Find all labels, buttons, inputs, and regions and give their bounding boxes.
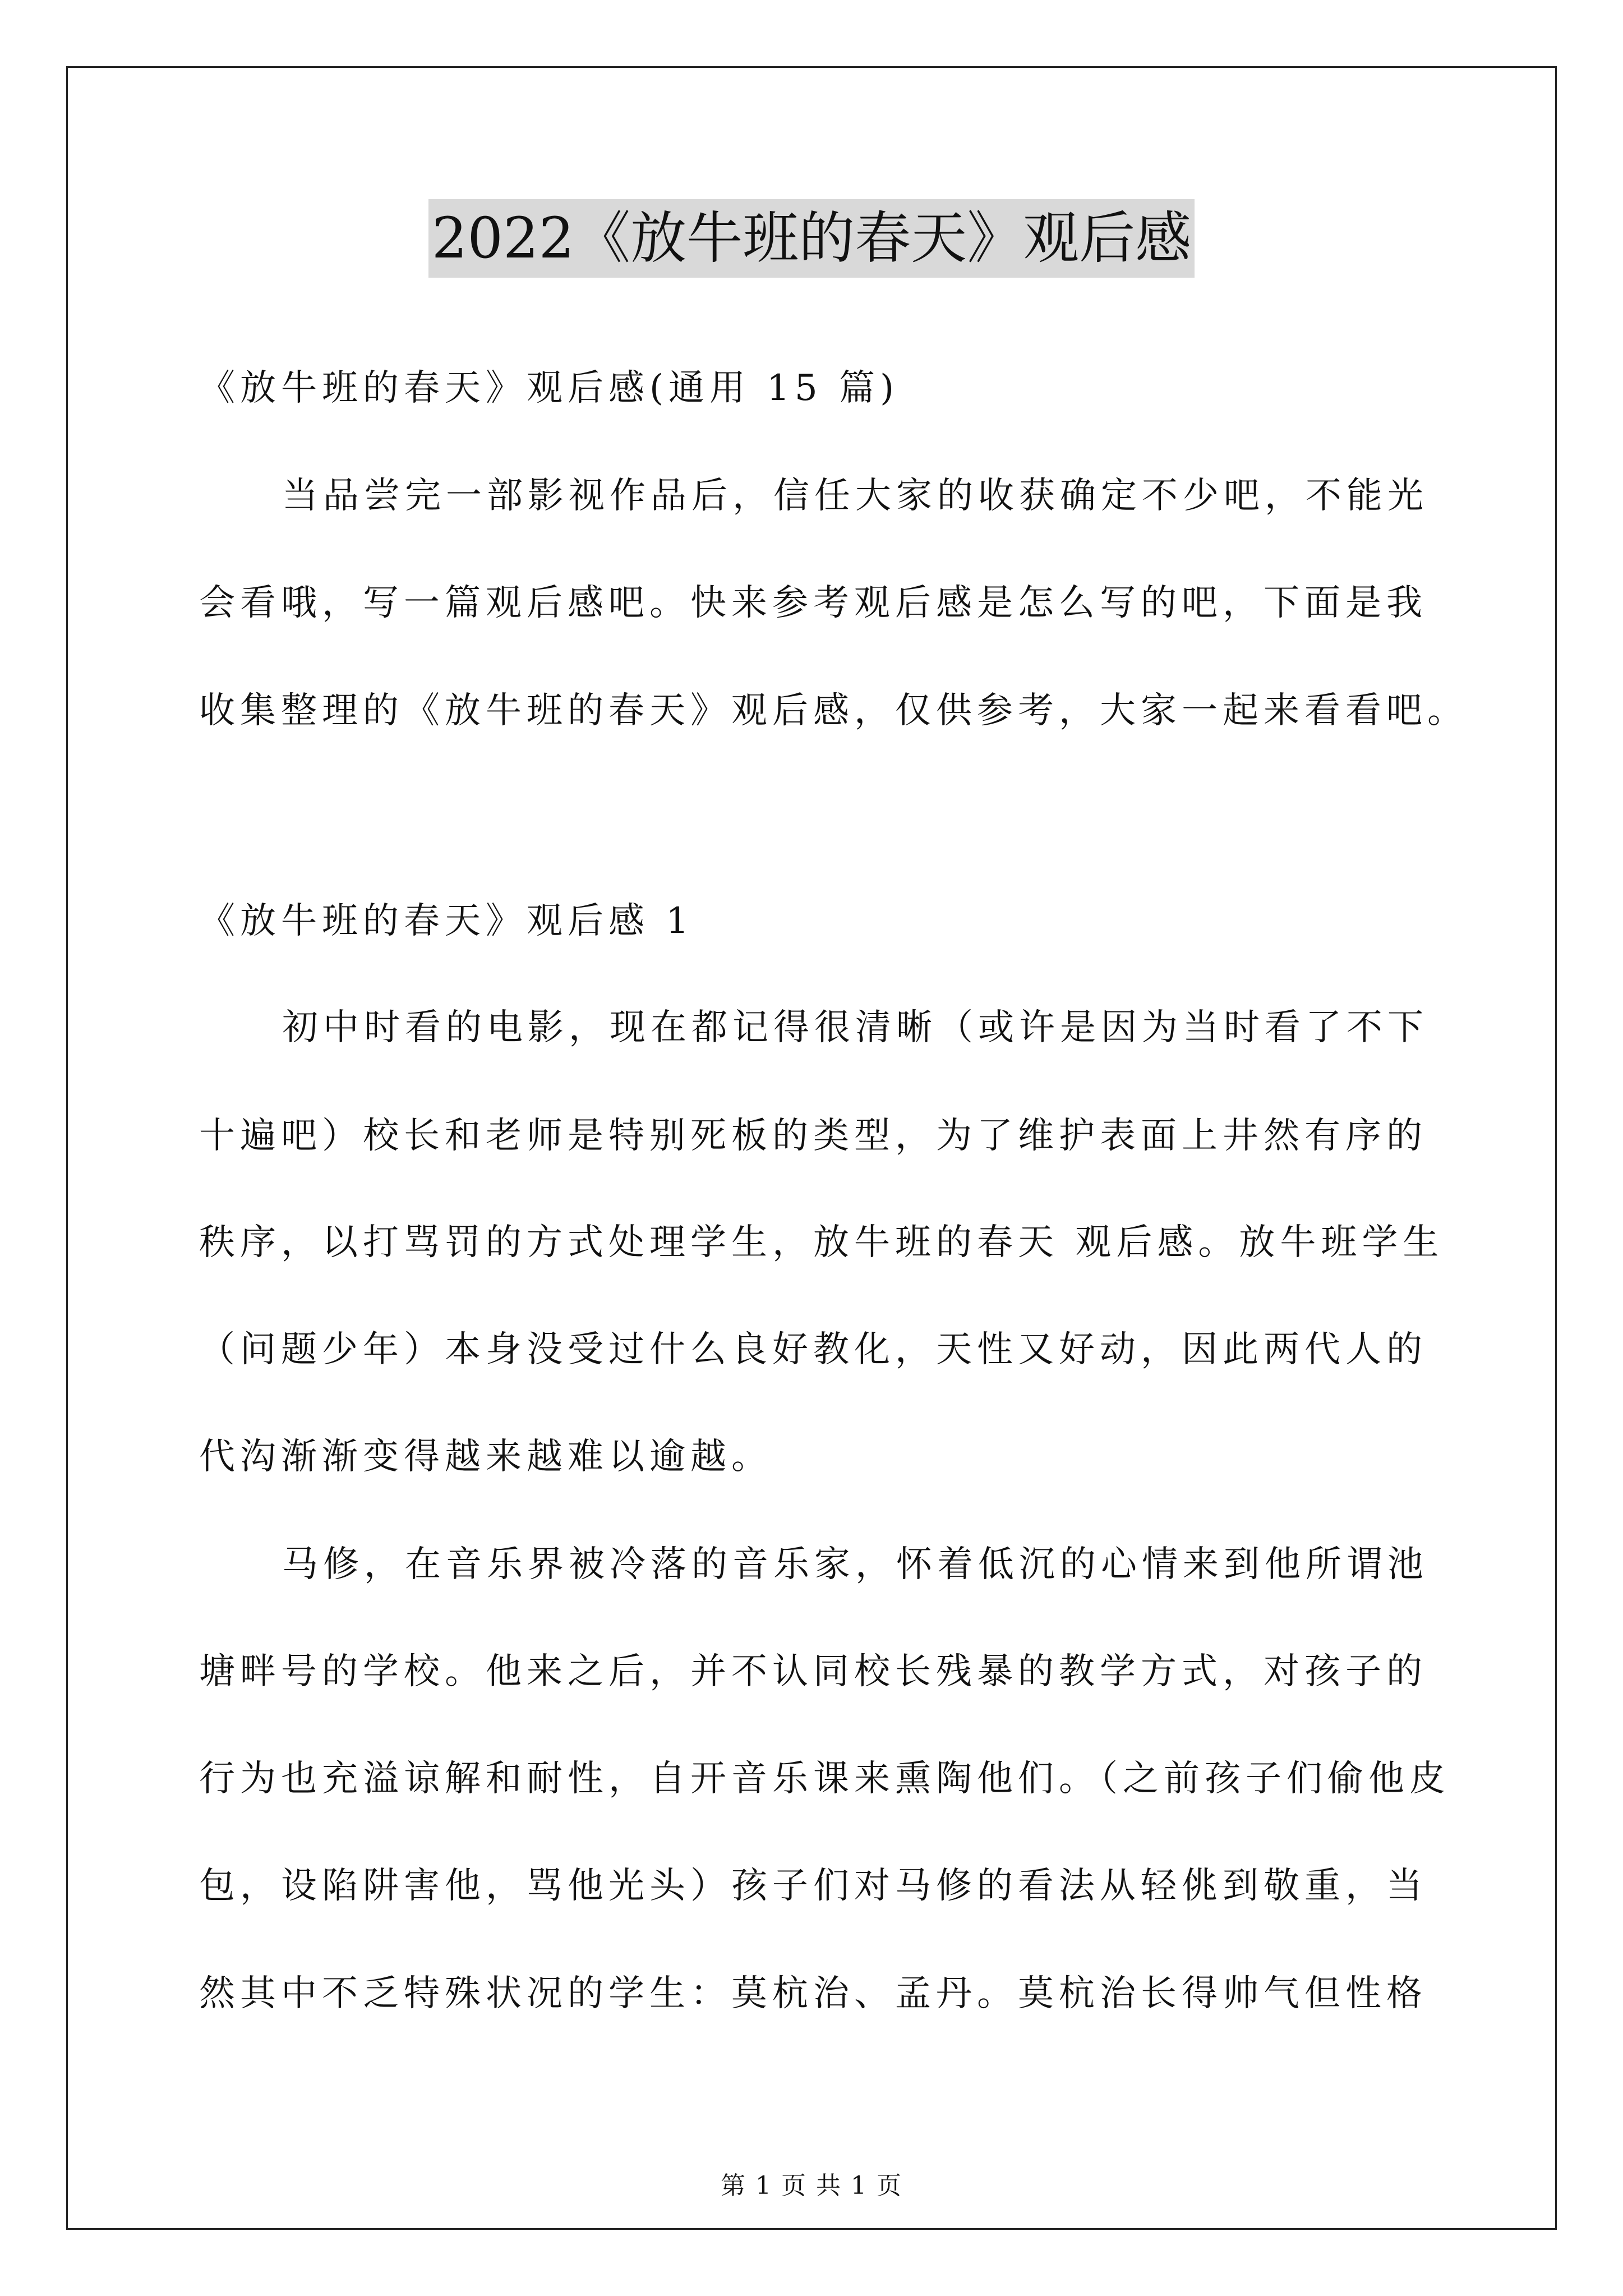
intro-line: 收集整理的《放牛班的春天》观后感，仅供参考，大家一起来看看吧。	[199, 690, 1468, 731]
paragraph-line: 行为也充溢谅解和耐性，自开音乐课来熏陶他们。（之前孩子们偷他皮	[199, 1758, 1450, 1800]
title-container	[0, 199, 1623, 278]
paragraph-line: 十遍吧）校长和老师是特别死板的类型，为了维护表面上井然有序的	[199, 1115, 1427, 1157]
document-title: 2022《放牛班的春天》观后感	[428, 199, 1195, 278]
document-subtitle: 《放牛班的春天》观后感(通用 15 篇)	[199, 367, 900, 409]
paragraph-line: （问题少年）本身没受过什么良好教化，天性又好动，因此两代人的	[199, 1329, 1427, 1370]
paragraph-line: 包，设陷阱害他，骂他光头）孩子们对马修的看法从轻佻到敬重，当	[199, 1865, 1427, 1907]
page-footer: 第 1 页 共 1 页	[721, 2171, 902, 2200]
paragraph-line: 塘畔号的学校。他来之后，并不认同校长残暴的教学方式，对孩子的	[199, 1651, 1427, 1692]
paragraph-line: 然其中不乏特殊状况的学生：莫杭治、孟丹。莫杭治长得帅气但性格	[199, 1973, 1427, 2014]
paragraph-line: 马修，在音乐界被冷落的音乐家，怀着低沉的心情来到他所谓池	[282, 1544, 1428, 1585]
section-heading: 《放牛班的春天》观后感 1	[199, 900, 694, 942]
intro-line: 当品尝完一部影视作品后，信任大家的收获确定不少吧，不能光	[282, 475, 1428, 517]
paragraph-line: 秩序，以打骂罚的方式处理学生，放牛班的春天 观后感。放牛班学生	[199, 1222, 1444, 1263]
intro-line: 会看哦，写一篇观后感吧。快来参考观后感是怎么写的吧，下面是我	[199, 582, 1427, 624]
paragraph-line: 初中时看的电影，现在都记得很清晰（或许是因为当时看了不下	[282, 1007, 1428, 1048]
paragraph-line: 代沟渐渐变得越来越难以逾越。	[199, 1436, 772, 1478]
